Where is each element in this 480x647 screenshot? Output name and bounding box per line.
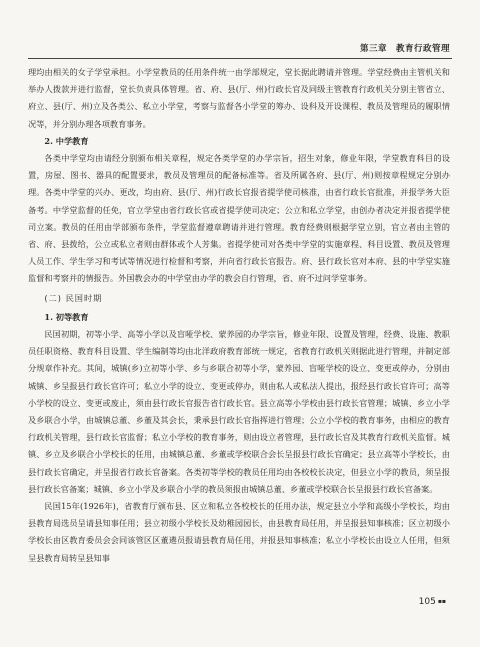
page-number (419, 597, 446, 607)
section-heading: (二) 民国时期 (44, 292, 103, 303)
page-number-value: 105 (418, 597, 436, 607)
paragraph: 各类中学堂均由请经分别颁布相关章程，规定各类学堂的办学宗旨，招生对象，修业年限，学堂教育科目的设置，房屋、图书、器具的配置要求，教员及管理员的配备标准等。省及所属各府、县(厅、州)则按章程规定分别办理。各类中学堂的兴办、更改，均由府、县(厅、州)行政长官报省提学使司核准，由省行政长官批准，并报学务大臣备考。中学堂监督的任免，官立学堂由省行政长官或省提学使司决定；公立和私立学堂，由创办者决定并报省提学使司立案。教员的任用由学部颁布条件，学堂监督遵章聘请并进行管理。教育经费则根据学堂立别，官立者由主管的省、府、县拨给，公立或私立者则由群体或个人芳集。省提学使司对各类中学堂的实施章程、科目设置、教员及管理人员工作、学生学习和考试等情况进行检督和考察，并向省行政长官报告。府、县行政长官对本府、县的中学堂实施监督和考察并的情报告。外国教会办的中学堂由办学的教会自行管理，省、府不过问学堂事务。 (28, 153, 450, 284)
body-text (28, 64, 450, 567)
running-header: 第三章 教育行政管理 (359, 44, 450, 54)
subheading: 1. 初等教育 (44, 311, 89, 322)
paragraph: 理均由相关的女子学堂承担。小学堂教员的任用条件统一由学部规定，堂长据此聘请并管理。学堂经费由主管机关和举办人拨款并进行监督，堂长负责具体管理。省、府、县(厅、州)行政长官及同级主管教育行政机关分别主管省立、府立、县(厅、州)立及各类公、私立小学堂，考察与监督各小学堂的筹办、设科及开设课程、教员及管理员的履职情况等，并分别办理各项教育事务。 (28, 67, 450, 129)
page-number-mark: ▪▪ (437, 598, 446, 605)
subheading: 2. 中学教育 (44, 135, 89, 146)
paragraph: 民国15年(1926年)，省教育厅颁布县、区立和私立各校校长的任用办法，规定县立小学和高级小学校长，均由县教育局选员呈请县知事任用；县立初级小学校长及幼稚园园长，由县教育局任用，并呈报县知事核准；区立初级小学校长由区教育委员会会同该管区区董遴员报请县教育局任用，并报县知事核准；私立小学校长由设立人任用，但须呈县教育局转呈县知事 (28, 501, 450, 563)
header-rule (28, 58, 452, 59)
paragraph: 民国初期，初等小学、高等小学以及盲哑学校、蒙养园的办学宗旨，修业年限、设置及管理，经费、设施、教职员任职资格、教育科目设置、学生编制等均由北洋政府教育部统一规定，省教育行政机关则据此进行管理，并制定部分规章作补充。其间，城镇(乡)立初等小学、乡与乡联合初等小学，蒙养园、盲哑学校的设立、变更或停办，分别由城镇、乡呈报县行政长官许可；私立小学的设立、变更或停办，则由私人或私法人提出，报经县行政长官许可；高等小学校的设立、变更或废止，须由县行政长官报告省行政长官。县立高等小学校由县行政长官管理；城镇、乡立小学及乡联合小学，由城镇总董、乡董及其会长，秉承县行政长官指挥进行管理；公立小学校的教育事务，由相应的教育行政机关管理，县行政长官监督；私立小学校的教育事务，则由设立者管理，县行政长官及其教育行政机关监督。城镇、乡立及乡联合小学校长的任用，由城镇总董、乡董或学校联合会长呈报县行政长官确定；县立高等小学校长，由县行政长官确定，并呈报省行政长官备案。各类初等学校的教员任用均由各校校长决定，但县立小学的教员，须呈报县行政长官备案；城镇、乡立小学及乡联合小学的教员须报由城镇总董、乡董或学校联合长呈报县行政长官备案。 (28, 329, 450, 494)
